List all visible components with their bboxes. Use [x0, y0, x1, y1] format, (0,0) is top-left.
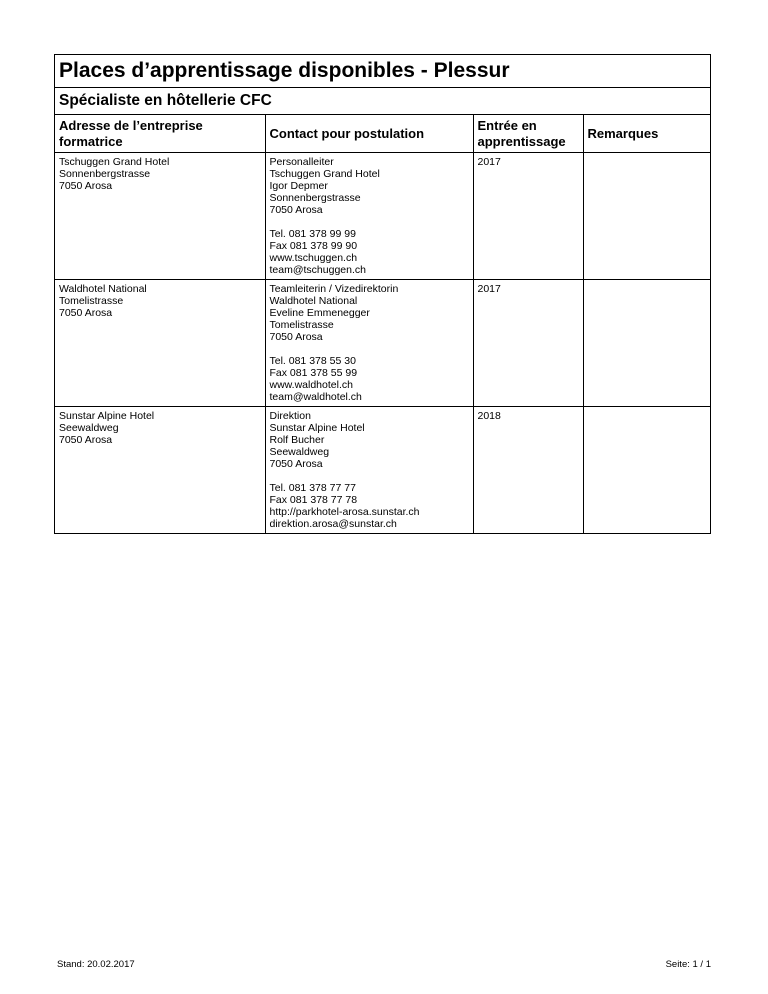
address-line: Tomelistrasse — [59, 295, 124, 307]
address-line: Tschuggen Grand Hotel — [59, 156, 170, 168]
fax-text: Fax 081 378 99 90 — [269, 240, 358, 252]
address-line: Waldhotel National — [59, 283, 147, 295]
page-subtitle: Spécialiste en hôtellerie CFC — [55, 88, 710, 115]
footer-page-number: Seite: 1 / 1 — [665, 959, 711, 970]
table-header-row — [55, 115, 710, 153]
contact-line: 7050 Arosa — [269, 331, 323, 343]
phone-text: Tel. 081 378 77 77 — [269, 482, 356, 494]
address-cell — [55, 407, 265, 534]
address-line: 7050 Arosa — [59, 307, 113, 319]
address-line: Sonnenbergstrasse — [59, 168, 151, 180]
address-line: 7050 Arosa — [59, 180, 113, 192]
email-text: team@tschuggen.ch — [269, 264, 366, 276]
table-row — [55, 407, 710, 534]
start-year-cell: 2018 — [473, 407, 583, 534]
email-text: direktion.arosa@sunstar.ch — [269, 518, 397, 530]
contact-cell — [265, 407, 473, 534]
contact-line: Direktion — [269, 410, 311, 422]
remarks-cell — [583, 153, 710, 280]
address-line: 7050 Arosa — [59, 434, 113, 446]
header-address: Adresse de l’entreprise formatrice — [55, 115, 265, 153]
website-text: www.waldhotel.ch — [269, 379, 353, 391]
website-text: www.tschuggen.ch — [269, 252, 358, 264]
contact-line: Eveline Emmenegger — [269, 307, 370, 319]
listing-sheet — [54, 54, 711, 534]
contact-cell — [265, 280, 473, 407]
start-year-cell: 2017 — [473, 153, 583, 280]
remarks-cell — [583, 407, 710, 534]
address-line: Seewaldweg — [59, 422, 119, 434]
header-contact: Contact pour postulation — [265, 115, 473, 153]
fax-text: Fax 081 378 77 78 — [269, 494, 358, 506]
remarks-cell — [583, 280, 710, 407]
contact-line: Sunstar Alpine Hotel — [269, 422, 365, 434]
contact-cell — [265, 153, 473, 280]
contact-line: 7050 Arosa — [269, 458, 323, 470]
contact-line: Seewaldweg — [269, 446, 330, 458]
contact-line: Tschuggen Grand Hotel — [269, 168, 380, 180]
contact-line: Tomelistrasse — [269, 319, 334, 331]
contact-line: Igor Depmer — [269, 180, 328, 192]
contact-line: Waldhotel National — [269, 295, 358, 307]
contact-line: Rolf Bucher — [269, 434, 325, 446]
start-year-cell: 2017 — [473, 280, 583, 407]
contact-line: 7050 Arosa — [269, 204, 323, 216]
apprenticeship-table — [55, 115, 710, 533]
table-row — [55, 153, 710, 280]
address-cell — [55, 153, 265, 280]
phone-text: Tel. 081 378 55 30 — [269, 355, 356, 367]
footer-date: Stand: 20.02.2017 — [57, 959, 135, 970]
contact-line: Sonnenbergstrasse — [269, 192, 361, 204]
email-text: team@waldhotel.ch — [269, 391, 362, 403]
phone-text: Tel. 081 378 99 99 — [269, 228, 356, 240]
contact-line: Teamleiterin / Vizedirektorin — [269, 283, 399, 295]
contact-line: Personalleiter — [269, 156, 334, 168]
website-text: http://parkhotel-arosa.sunstar.ch — [269, 506, 420, 518]
address-cell — [55, 280, 265, 407]
table-row — [55, 280, 710, 407]
header-start: Entrée en apprentissage — [473, 115, 583, 153]
fax-text: Fax 081 378 55 99 — [269, 367, 358, 379]
header-remarks: Remarques — [583, 115, 710, 153]
address-line: Sunstar Alpine Hotel — [59, 410, 155, 422]
page-title: Places d’apprentissage disponibles - Plessur — [55, 55, 710, 88]
